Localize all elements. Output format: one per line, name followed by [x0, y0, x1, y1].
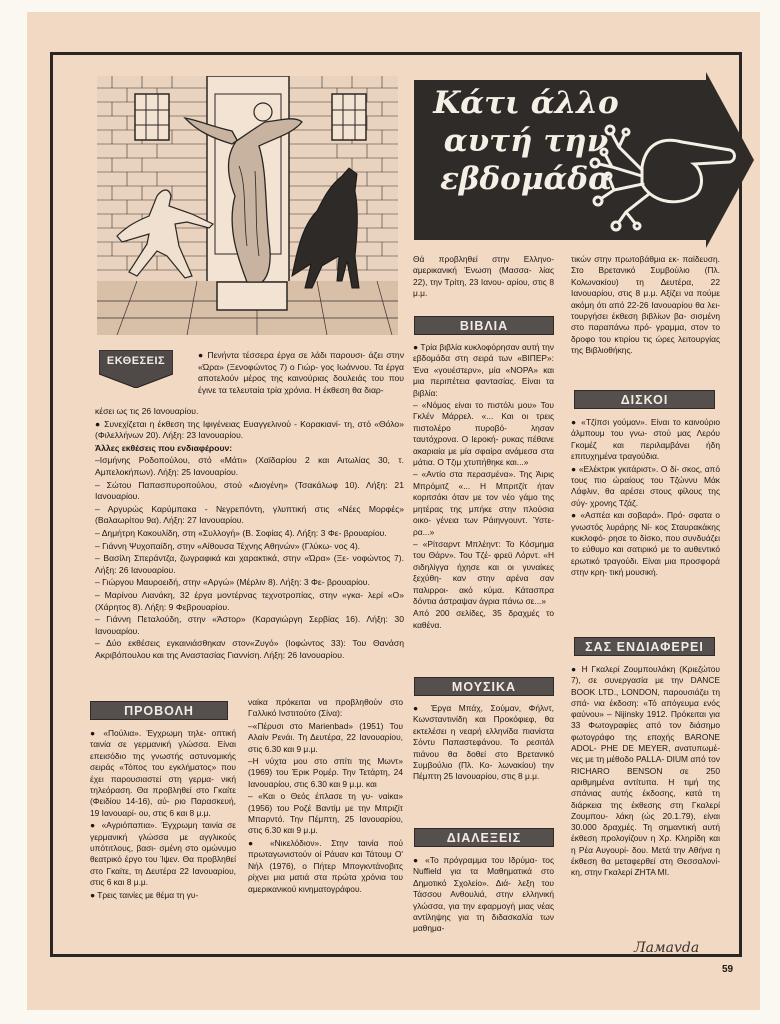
- col3-top-text: Θά προβληθεί στην Ελληνο- αμερικανική Ένωση (Μασσα- λίας 22), την Τρίτη, 23 Ιανου- αρίου, στις 8 μ.μ.: [413, 254, 554, 299]
- list-item: ● «Ελέκτρικ γκιτάριστ». Ο δί- σκος, από τους πιο ώραίους του Τζώννυ Μάκ Λάφλιν, θα αρέσει στους φίλους της σύγ- χρονης Τζάζ.: [571, 463, 720, 508]
- list-item: ● «Πούλια». Έγχρωμη τηλε- οπτική ταινία σε γερμανική γλώσσα. Είναι επεισόδιο της γνωστής αστυνομικής σειράς «Τόπος του εγκλήματος» που έχει παρουσιαστεί στη γερμα- νική τηλεόραση. Θα προβληθεί στο Γκαίτε (Φειδίου 14-16), αύ- ριο Παρασκευή, 19 Ιανουαρί- ου, στις 6 και 8 μ.μ.: [90, 728, 236, 818]
- vivlia-heading: ΒΙΒΛΙΑ: [414, 316, 554, 335]
- list-item: – Γιώργου Μαυροειδή, στην «Αργώ» (Μέρλιν 8). Λήξη: 3 Φε- βρουαρίου.: [95, 577, 370, 588]
- vivlia-text: [413, 342, 554, 632]
- list-item: – Δημήτρη Κακουλίδη, στη «Συλλογή» (Β. Σοφίας 4). Λήξη: 3 Φε- βρουαρίου.: [95, 527, 387, 538]
- dialexeis-heading: ΔΙΑΛΕΞΕΙΣ: [414, 828, 554, 847]
- list-item: –Η νύχτα μου στο σπίτι της Μωντ» (1969) του Έρικ Ρομέρ. Την Τετάρτη, 24 Ιανουαρίου, στις 6.30 και 9 μ.μ. και: [248, 756, 403, 789]
- list-item: – «Ρίτσαρντ Μπλέηντ: Το Κόσμημα του Θάρν». Του Τζέ- φρεϋ Λόρντ. «Η σιδηλίγγα ήχησε και οι γυναίκες ξεχύθη- καν στην αρένα σαν παλιρροι- ακό κύμα. Κάτασπρα δόντια άστραψαν άγρια πάνω σε...»: [413, 538, 554, 606]
- list-item: ● Συνεχίζεται η έκθεση της Ιφιγένειας Ευαγγελινού - Κορακιανί- τη, στό «Θόλο» (Φιλελλήνων 20). Λήξη: 23 Ιανουαρίου.: [95, 418, 404, 441]
- illustration-statue-scene: [97, 76, 398, 335]
- diskoi-text: [571, 417, 720, 580]
- provoli-heading: ΠΡΟΒΟΛΗ: [90, 701, 228, 720]
- list-item: – Γιάννη Πεταλούδη, στην «Άστορ» (Καραγιώργη Σερβίας 16). Λήξη: 30 Ιανουαρίου.: [95, 614, 404, 636]
- mousika-heading: ΜΟΥΣΙΚΑ: [414, 677, 554, 696]
- dialexeis-text: ● «Το πρόγραμμα του Ιδρύμα- τος Nuffield για τα Μαθηματικά στο Δημοτικό Σχολείο». Διά- λεξη του Τάσσου Ανθουλιά, στην ελληνική γλώσσα, για την εφαρμογή μιας νέας αντίληψης για τη διδασκαλία των μαθημα-: [413, 855, 554, 934]
- list-item: Από 200 σελίδες, 35 δραχμές το καθένα.: [413, 608, 554, 630]
- list-item: ● «Τζίπσι γούμαν». Είναι το καινούριο άλμπουμ του γνω- στού μας Λερόυ Γκομέζ και περιλαμβάνει ήδη επιτυχημένα τραγούδια.: [571, 417, 720, 462]
- page-number: 59: [722, 964, 734, 975]
- sas-endiaferei-text: ● Η Γκαλερί Ζουμπουλάκη (Κριεζώτου 7), σε συνεργασία με την DANCE BOOK LTD., LONDON, παρουσιάζει τη σπά- νια έκδοση: «Τό απόγευμα ενός φαύνου» – Nijinsky 1912. Πρόκειται για 33 Φωτογραφίες από τον διάσημο φωτογράφο της εποχής BARONE ADOL- PHE DE MEYER, ανατυπωμέ- νες με τη μέθοδο PALLA- DIUM από τον RICHARO BENSON σε 250 αριθμημένα αντίτυπα. Η τιμή της σπάνιας αυτής έκδοσης, κατά τη διάρκεια της έκθεσης στη Γκαλερί Ζουμπου- λάκη (ώς 20.1.79), είναι 30.000 δραχμές. Τη σημαντική αυτή έκθεση προλογίζουν η Χρ. Κληρίδη και η Ρέα Αυγουρί- δου. Μετά την Αθήνα η έκθεση θα μεταφερθεί στη Θεσσαλονί- κη, στην Γκαλερί ΖΗΤΑ ΜΙ.: [571, 664, 720, 878]
- list-item: κέσει ως τις 26 Ιανουαρίου.: [95, 406, 199, 416]
- list-item: – Βασίλη Σπεράντζα, ζωγραφικά και χαρακτικά, στην «Ώρα» (Ξε- νοφώντος 7). Λήξη: 26 Ιανουαρίου.: [95, 553, 404, 575]
- page-title: Κάτι άλλο αυτή την εβδομάδα: [433, 85, 619, 197]
- list-item: – «Αντίο στα περασμένα». Της Άιρις Μπρόμιτζ «... Η Μπριτζίτ ήταν κοριτσάκι όταν με τον νέο γάμο της μητέρας της μπήκε στην πλούσια οικο- γένεια των Ράιηνγουντ. Ύστε- ρα...»: [413, 469, 554, 537]
- list-item: Άλλες εκθέσεις που ενδιαφέρουν:: [95, 442, 233, 453]
- list-item: –«Πέρυσι στο Marienbad» (1951) Του Αλαίν Ρενάι. Τη Δευτέρα, 22 Ιανουαρίου, στις 6.30 και 9 μ.μ.: [248, 720, 403, 754]
- magazine-signature: Ламаvda: [634, 940, 700, 956]
- list-item: – Γιάννη Ψυχοπαίδη, στην «Αίθουσα Τέχνης Αθηνών» (Γλύκω- νος 4).: [95, 540, 361, 551]
- ektheseis-intro: ● Πενήντα τέσσερα έργα σε λάδι παρουσι- άζει στην «Ώρα» (Ξενοφώντος 7) ο Γιώρ- γος Ιωάννου. Τα έργα αποτελούν μέρος της καινούριας δουλειάς του που έγινε τα τελευταία τρία χρόνια. Η έκθεση θα διαρ-: [198, 350, 404, 395]
- list-item: – Αργυρώς Καρύμπακα - Νεγρεπόντη, γλυπτική στις «Νέες Μορφές» (Βαλαωρίτου 9α). Λήξη: 27 Ιανουαρίου.: [95, 503, 404, 526]
- list-item: – «Και ο Θεός έπλασε τη γυ- ναίκα» (1956) του Ροζέ Βαντίμ με την Μπριζίτ Μπαρντό. Την Πέμπτη, 25 Ιανουαρίου, στις 6.30 και 9 μ.μ.: [248, 791, 403, 836]
- list-item: – Μαρίνου Λιανάκη, 32 έργα μοντέρνας τεχνοτροπίας, στην «γκα- λερί «Ο» (Χάρητος 8). Λήξη: 9 Φεβρουαρίου.: [95, 589, 404, 612]
- col4-top-text: τικών στην πρωτοβάθμια εκ- παίδευση. Στο Βρετανικό Συμβούλιο (Πλ. Κολωνακίου) τη Δευτέρα, 22 Ιανουαρίου, στις 8 μ.μ. Αξίζει να πούμε ακόμη ότι από 22-26 Ιανουαρίου θα λει- τουργήσει έκθεση βιβλίων βα- σισμένη στο παραπάνω πρό- γραμμα, στον το δροφο του κτιρίου τις ώρες λειτουργίας της Βιβλιοθήκης.: [571, 254, 720, 356]
- list-item: ● «Νικελόδιον». Στην ταινία πού πρωταγωνιστούν οί Ράυαν και Τάτουμ Ο' Νήλ (1976), ο Πήτερ Μπογκντάνοβιτς ρίχνει μια ματιά στα πρώτα χρόνια του αμερικανικού κινηματογράφου.: [248, 837, 403, 894]
- list-item: ναίκα πρόκειται να προβληθούν στο Γαλλικό Ινστιτούτο (Σίνα):: [248, 697, 403, 719]
- list-item: – «Νόμος είναι το πιστόλι μου» Του Γκλέν Μάρρελ. «... Και οι τρεις πιστολέρο πυροβό- λησαν ταυτόχρονα. Ο Ιεροκή- ρυκας πέθανε ακαριαία με μία σφαίρα ανάμεσα στα μάτια. Ο Τζιμ χτυπήθηκε και...»: [413, 400, 554, 468]
- ektheseis-list: [95, 406, 404, 662]
- provoli-column-1: [90, 728, 236, 902]
- list-item: –Ισμήνης Ροδοπούλου, στό «Μάτι» (Χαϊδαρίου 2 και Αιτωλίας 30, τ. Αμπελοκήπων). Λήξη: 25 Ιανουαρίου.: [95, 455, 404, 477]
- list-item: – Σώτου Παπασπυροπούλου, στού «Διογένη» (Τσακάλωφ 10). Λήξη: 21 Ιανουαρίου.: [95, 479, 404, 502]
- sas-endiaferei-heading: ΣΑΣ ΕΝΔΙΑΦΕΡΕΙ: [574, 637, 715, 656]
- ektheseis-heading: ΕΚΘΕΣΕΙΣ: [106, 355, 166, 367]
- list-item: ● Τρία βιβλία κυκλοφόρησαν αυτή την εβδομάδα στη σειρά των «ΒΙΠΕΡ»: Ένα «γουέστερν», μία «ΝΟΡΑ» και μια περιπέτεια φαντασίας. Είναι τα βιβλία:: [413, 342, 554, 398]
- list-item: ● «Αγριόπαπια». Έγχρωμη ταινία σε γερμανική γλώσσα με αγγλικούς υπότιτλους, βασι- σμένη στο ομώνυμο θεατρικό έργο του Ίψεν. Θα προβληθεί στο Γκαίτε, τη Δευτέρα 22 Ιανουαρίου, στις 6 και 8 μ.μ.: [90, 820, 236, 888]
- list-item: – Δύο εκθέσεις εγκαινιάσθηκαν στον«Ζυγό» (Ιοφώντος 33): Του Θανάση Ακριβόπουλου και της Αναστασίας Γιαννίση. Λήξη: 26 Ιανουαρίου.: [95, 638, 404, 660]
- list-item: ● Τρεις ταινίες με θέμα τη γυ-: [90, 889, 199, 900]
- diskoi-heading: ΔΙΣΚΟΙ: [574, 390, 715, 409]
- provoli-column-2: [248, 697, 403, 896]
- list-item: ● «Ασπέα και σοβαρά». Πρό- σφατα ο γνωστός λυράρης Νί- κος Σταυρακάκης κυκλοφό- ρησε το δίσκο, που συνδυάζει το εύθυμο και σατιρικό με το αυθεντικό ερωτικό τραγούδι. Είναι μια προσφορά στην κρη- τική μουσική.: [571, 510, 720, 578]
- mousika-text: ● Έργα Μπάχ, Σούμαν, Φήλντ, Κωνσταντινίδη και Προκόφιεφ, θα εκτελέσει η νεαρή ελληνίδα πιανίστα Σόντυ Παπαστεφάνου. Το ρεσιτάλ πιάνου θα δοθεί στο Βρετανικό Συμβούλιο (Πλ. Κο- λωνακίου) την Πέμπτη 25 Ιανουαρίου, στις 8 μ.μ.: [413, 703, 554, 782]
